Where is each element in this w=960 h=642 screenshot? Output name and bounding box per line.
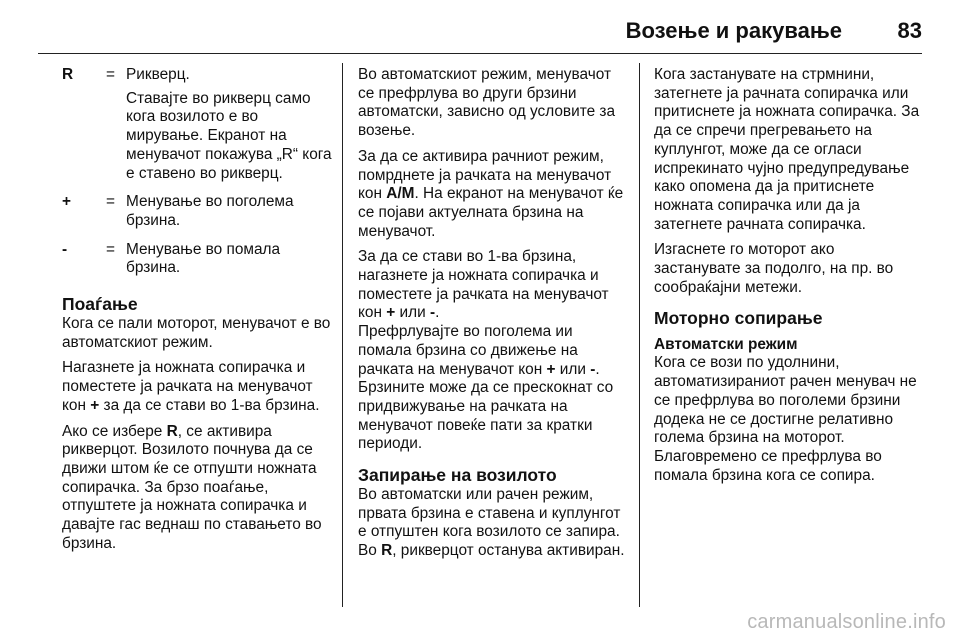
definition-item	[62, 66, 332, 188]
paragraph: Кога се вози по удолнини, автоматизираниот рачен менувач не се префрлува во поголеми брзини додека не се достигне релативно голема брзина на моторот. Благовремено се префрлува во помала брзина кога се сопира.	[654, 354, 917, 484]
paragraph: Во автоматски или рачен режим, првата брзина е ставена и куплунгот е отпуштен кога возилото се запира. Во R, рикверцот останува активиран.	[358, 486, 625, 560]
definition-key: R	[62, 66, 74, 83]
definition-text: Ставајте во рикверц само кога возилото е во мирување. Екранот на менувачот покажува „R“ кога е ставено во рикверц.	[126, 89, 332, 182]
page-number: 83	[897, 18, 922, 43]
heading-stopping: Запирање на возилото	[358, 465, 557, 486]
definition-equals: =	[106, 66, 115, 83]
column-divider	[342, 63, 343, 607]
header-rule	[38, 53, 922, 54]
paragraph: Ако се избере R, се активира рикверцот. Возилото почнува да се движи штом ќе се отпушти ножната сопирачка. За брзо поаѓање, отпуштете ја ножната сопирачка и давајте гас веднаш по ставањето во брзина.	[62, 422, 322, 552]
column-divider	[639, 63, 640, 607]
paragraph: Кога се пали моторот, менувачот е во автоматскиот режим.	[62, 315, 331, 351]
column-2	[358, 66, 630, 568]
paragraph: Кога застанувате на стрмнини, затегнете ја рачната сопирачка или притиснете ја ножната сопирачка. За да се спречи прегревањето на куплунгот, може да се огласи испрекинато чујно предупредување како опомена да ја притиснете ножната сопирачка или да ја затегнете рачната сопирачка.	[654, 66, 920, 233]
paragraph: Префрлувајте во поголема ии помала брзина со движење на рачката на менувачот кон + или -. Брзините може да се прескокнат со придвижување на рачката на менувачот повеќе пати за кратки периоди.	[358, 323, 614, 453]
section-title: Возење и ракување	[625, 18, 842, 43]
definition-equals: =	[106, 193, 115, 211]
heading-starting: Поаѓање	[62, 294, 138, 315]
definition-key: +	[62, 193, 71, 211]
column-1	[62, 66, 332, 560]
column-3	[654, 66, 924, 492]
definition-item	[62, 193, 332, 235]
definition-equals: =	[106, 240, 115, 258]
paragraph: Нагазнете ја ножната сопирачка и поместете ја рачката на менувачот кон + за да се стави во 1-ва брзина.	[62, 359, 320, 414]
definition-text: Менување во помала брзина.	[126, 240, 281, 277]
watermark: carmanualsonline.info	[747, 611, 946, 633]
paragraph: За да се стави во 1-ва брзина, нагазнете ја ножната сопирачка и поместете ја рачката на менувачот кон + или -.	[358, 248, 609, 322]
paragraph: За да се активира рачниот режим, помрднете ја рачката на менувачот кон A/M. На екранот на менувачот ќе се појави актуелната брзина на менувачот.	[358, 147, 624, 240]
page-header	[38, 14, 922, 46]
heading-automatic-mode: Автоматски режим	[654, 336, 798, 354]
definition-key: -	[62, 240, 68, 258]
definition-item	[62, 241, 332, 283]
definition-text: Менување во поголема брзина.	[126, 193, 294, 229]
paragraph: Изгаснете го моторот ако застанувате за подолго, на пр. во сообраќајни метежи.	[654, 241, 894, 296]
paragraph: Во автоматскиот режим, менувачот се префрлува во други брзини автоматски, зависно од условите за возење.	[358, 66, 616, 140]
heading-engine-braking: Моторно сопирање	[654, 308, 823, 329]
definition-text: Рикверц.	[126, 66, 190, 83]
